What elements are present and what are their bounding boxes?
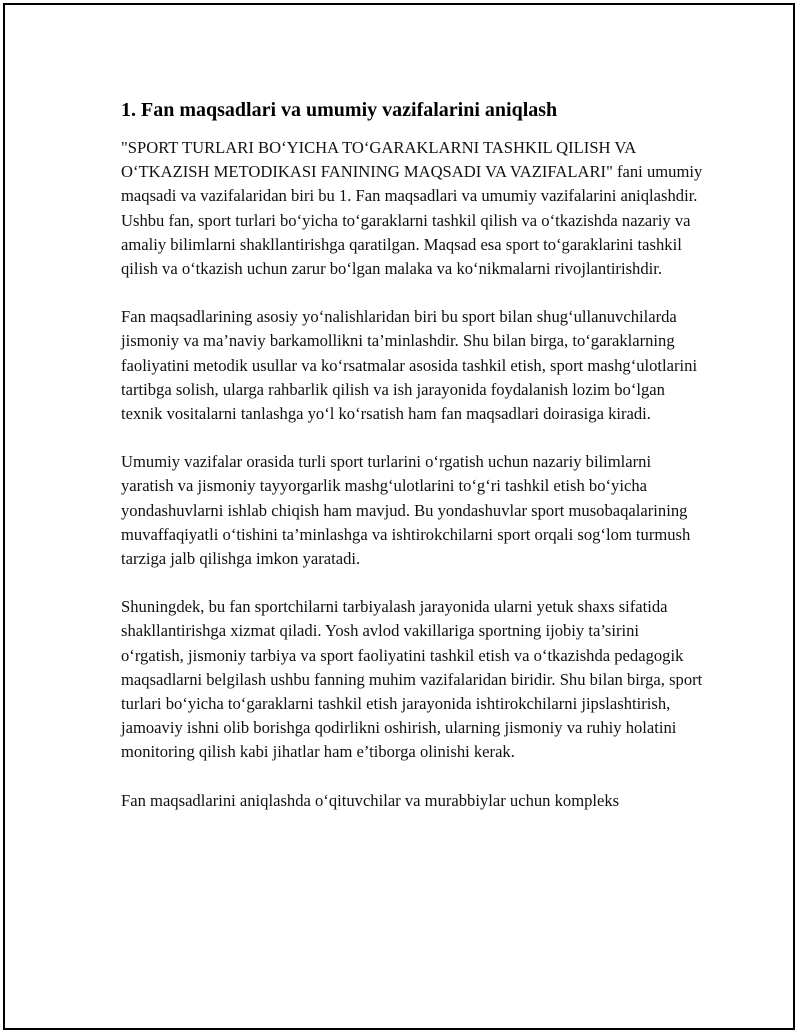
paragraph-5: Fan maqsadlarini aniqlashda o‘qituvchilar va murabbiylar uchun kompleks [121,790,620,810]
page-frame [3,3,795,1030]
paragraph-4: Shuningdek, bu fan sportchilarni tarbiyalash jarayonida ularni yetuk shaxs sifatida shakllantirishga xizmat qiladi. Yosh avlod vakillariga sportning ijobiy ta’sirini o‘rgatish, jismoniy tarbiya va sport faoliyatini tashkil etish va o‘tkazishda pedagogik maqsadlarni belgilash ushbu fanning muhim vazifalaridan biridir. Shu bilan birga, sport turlari bo‘yicha to‘garaklarni tashkil etish jarayonida ishtirokchilarni jipslashtirish, jamoaviy ishni olib borishga qodirlikni oshirish, ularning jismoniy va ruhiy holatini monitoring qilish kabi jihatlar ham e’tiborga olinishi kerak. [121,597,703,762]
section-heading: 1. Fan maqsadlari va umumiy vazifalarini aniqlash [121,99,558,121]
document-body [121,96,705,837]
paragraph-2: Fan maqsadlarining asosiy yo‘nalishlaridan biri bu sport bilan shug‘ullanuvchilarda jismoniy va ma’naviy barkamollikni ta’minlashdir. Shu bilan birga, to‘garaklarning faoliyatini metodik usullar va ko‘rsatmalar asosida tashkil etish, sport mashg‘ulotlarini tartibga solish, ularga rahbarlik qilish va ish jarayonida foydalanish lozim bo‘lgan texnik vositalarni tanlashga yo‘l ko‘rsatish ham fan maqsadlari doirasiga kiradi. [121,307,698,424]
paragraph-1: "SPORT TURLARI BO‘YICHA TO‘GARAKLARNI TASHKIL QILISH VA O‘TKAZISH METODIKASI FANINING MAQSADI VA VAZIFALARI" fani umumiy maqsadi va vazifalaridan biri bu 1. Fan maqsadlari va umumiy vazifalarini aniqlashdir. Ushbu fan, sport turlari bo‘yicha to‘garaklarni tashkil qilish va o‘tkazishda nazariy va amaliy bilimlarni shakllantirishga qaratilgan. Maqsad esa sport to‘garaklarini tashkil qilish va o‘tkazish uchun zarur bo‘lgan malaka va ko‘nikmalarni rivojlantirishdir. [121,138,703,279]
paragraph-3: Umumiy vazifalar orasida turli sport turlarini o‘rgatish uchun nazariy bilimlarni yaratish va jismoniy tayyorgarlik mashg‘ulotlarini to‘g‘ri tashkil etish bo‘yicha yondashuvlarni ishlab chiqish ham mavjud. Bu yondashuvlar sport musobaqalarining muvaffaqiyatli o‘tishini ta’minlashga va ishtirokchilarni sport orqali sog‘lom turmush tarziga jalb qilishga imkon yaratadi. [121,452,691,569]
